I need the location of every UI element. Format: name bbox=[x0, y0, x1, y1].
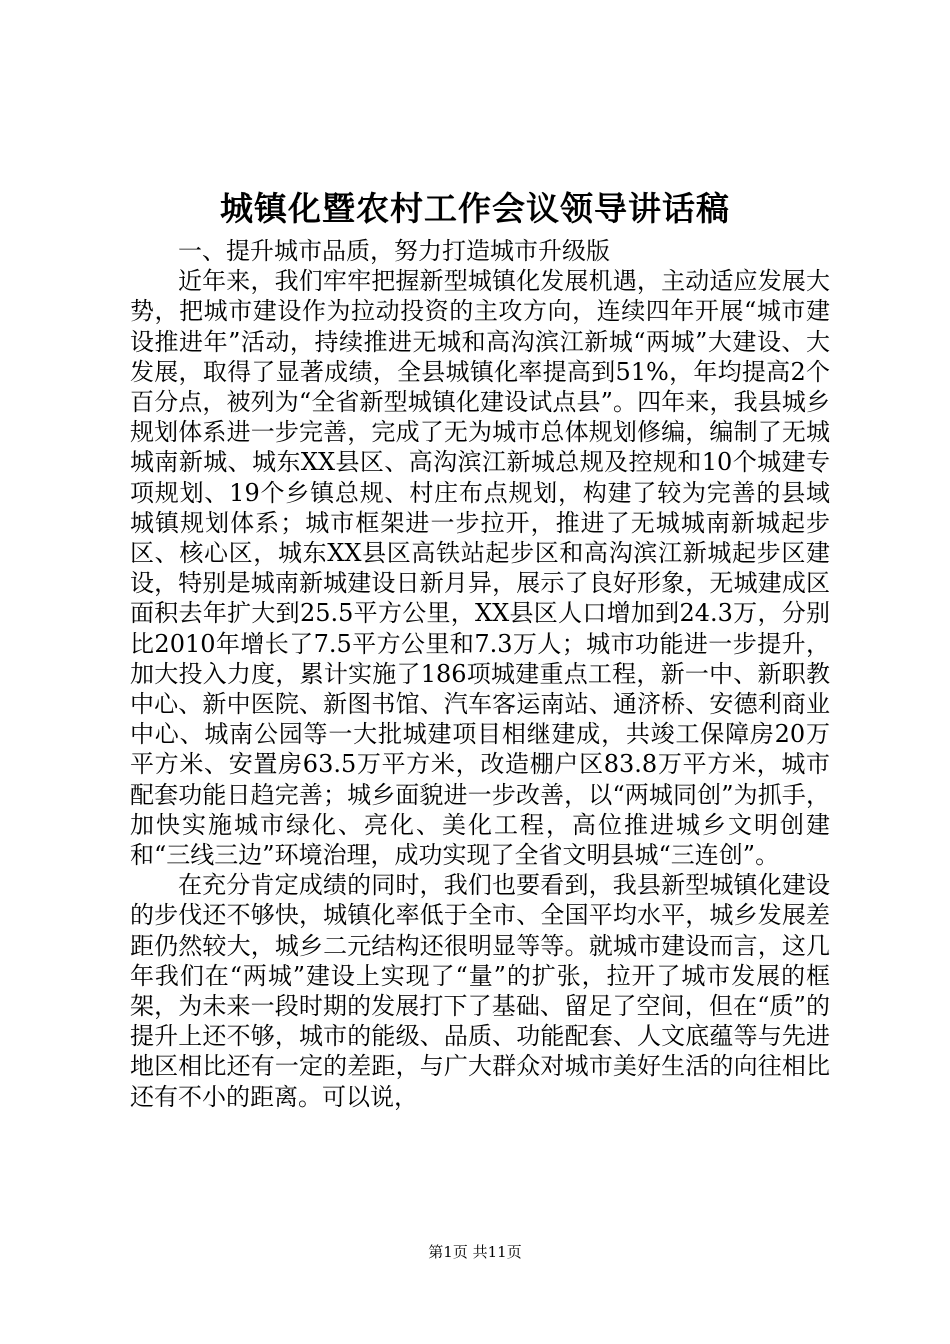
page-number: 第1页 共11页 bbox=[428, 1243, 522, 1261]
body-paragraph: 在充分肯定成绩的同时，我们也要看到，我县新型城镇化建设的步伐还不够快，城镇化率低于全市、全国平均水平，城乡发展差距仍然较大，城乡二元结构还很明显等等。就城市建设而言，这几年我们在“两城”建设上实现了“量”的扩张，拉开了城市发展的框架，为未来一段时期的发展打下了基础、留足了空间，但在“质”的提升上还不够，城市的能级、品质、功能配套、人文底蕴等与先进地区相比还有一定的差距，与广大群众对城市美好生活的向往相比还有不小的距离。可以说， bbox=[130, 871, 830, 1111]
document-body bbox=[130, 236, 830, 1112]
page-footer bbox=[0, 1242, 950, 1262]
document-title: 城镇化暨农村工作会议领导讲话稿 bbox=[220, 189, 730, 228]
body-paragraph: 近年来，我们牢牢把握新型城镇化发展机遇，主动适应发展大势，把城市建设作为拉动投资的主攻方向，连续四年开展“城市建设推进年”活动，持续推进无城和高沟滨江新城“两城”大建设、大发展，取得了显著成绩，全县城镇化率提高到51%，年均提高2个百分点，被列为“全省新型城镇化建设试点县”。四年来，我县城乡规划体系进一步完善，完成了无为城市总体规划修编，编制了无城城南新城、城东XX县区、高沟滨江新城总规及控规和10个城建专项规划、19个乡镇总规、村庄布点规划，构建了较为完善的县域城镇规划体系；城市框架进一步拉开，推进了无城城南新城起步区、核心区，城东XX县区高铁站起步区和高沟滨江新城起步区建设，特别是城南新城建设日新月异，展示了良好形象，无城建成区面积去年扩大到25.5平方公里，XX县区人口增加到24.3万，分别比2010年增长了7.5平方公里和7.3万人；城市功能进一步提升，加大投入力度，累计实施了186项城建重点工程，新一中、新职教中心、新中医院、新图书馆、汽车客运南站、通济桥、安德利商业中心、城南公园等一大批城建项目相继建成，共竣工保障房20万平方米、安置房63.5万平方米，改造棚户区83.8万平方米，城市配套功能日趋完善；城乡面貌进一步改善，以“两城同创”为抓手，加快实施城市绿化、亮化、美化工程，高位推进城乡文明创建和“三线三边”环境治理，成功实现了全省文明县城“三连创”。 bbox=[130, 267, 830, 870]
section-heading: 一、提升城市品质，努力打造城市升级版 bbox=[178, 237, 610, 265]
